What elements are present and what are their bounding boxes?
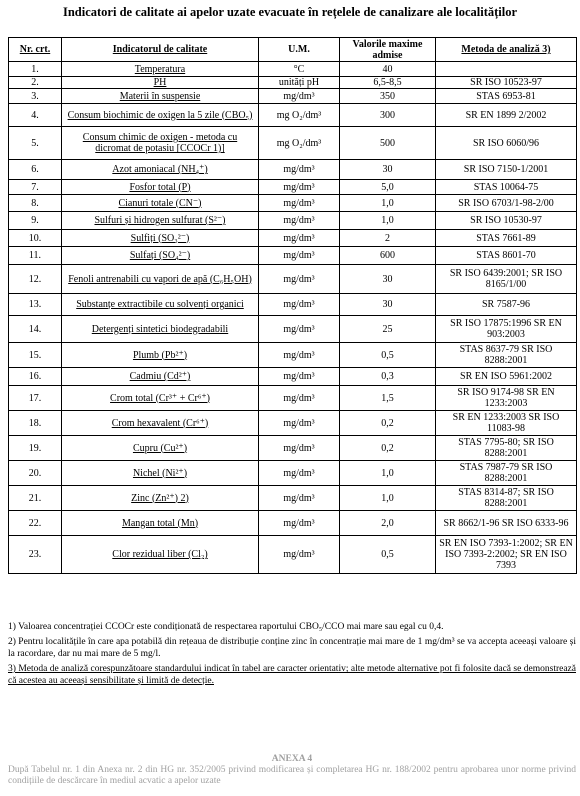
row-method: SR ISO 17875:1996 SR EN 903:2003: [436, 316, 577, 343]
row-unit: mg/dm³: [259, 511, 340, 536]
row-method: STAS 7987-79 SR ISO 8288:2001: [436, 461, 577, 486]
row-unit: mg/dm³: [259, 316, 340, 343]
row-unit: mg/dm³: [259, 368, 340, 386]
row-method: [436, 62, 577, 77]
row-indicator: Crom total (Cr³⁺ + Cr⁶⁺): [62, 386, 259, 411]
row-max-value: 600: [340, 247, 436, 265]
table-row: [9, 195, 577, 212]
row-method: SR 8662/1-96 SR ISO 6333-96: [436, 511, 577, 536]
row-number: 19.: [9, 436, 62, 461]
row-number: 14.: [9, 316, 62, 343]
header-method: Metoda de analiză 3): [436, 38, 577, 62]
row-number: 7.: [9, 180, 62, 195]
row-max-value: 1,0: [340, 212, 436, 230]
page-title: Indicatori de calitate ai apelor uzate evacuate în rețelele de canalizare ale localităților: [62, 5, 518, 19]
annex-heading: ANEXA 4: [271, 754, 313, 764]
table-row: [9, 247, 577, 265]
row-indicator: Temperatura: [62, 62, 259, 77]
row-indicator: Sulfiți (SO₃²⁻): [62, 230, 259, 247]
row-method: SR ISO 10530-97: [436, 212, 577, 230]
row-unit: mg/dm³: [259, 160, 340, 180]
row-unit: unități pH: [259, 77, 340, 89]
row-unit: mg O₂/dm³: [259, 104, 340, 127]
row-indicator: Cianuri totale (CN⁻): [62, 195, 259, 212]
row-max-value: 25: [340, 316, 436, 343]
row-max-value: 0,5: [340, 536, 436, 574]
annex-block: [8, 754, 576, 787]
row-indicator: Detergenți sintetici biodegradabili: [62, 316, 259, 343]
row-number: 23.: [9, 536, 62, 574]
row-max-value: 6,5-8,5: [340, 77, 436, 89]
row-method: SR ISO 6060/96: [436, 127, 577, 160]
row-method: SR ISO 7150-1/2001: [436, 160, 577, 180]
table-row: [9, 536, 577, 574]
row-indicator: Mangan total (Mn): [62, 511, 259, 536]
row-max-value: 30: [340, 265, 436, 294]
row-unit: mg/dm³: [259, 461, 340, 486]
row-method: STAS 8637-79 SR ISO 8288:2001: [436, 343, 577, 368]
header-indicator: Indicatorul de calitate: [62, 38, 259, 62]
row-method: STAS 10064-75: [436, 180, 577, 195]
row-max-value: 350: [340, 89, 436, 104]
table-row: [9, 265, 577, 294]
row-unit: mg O₂/dm³: [259, 127, 340, 160]
row-unit: mg/dm³: [259, 294, 340, 316]
row-method: SR 7587-96: [436, 294, 577, 316]
table-row: [9, 77, 577, 89]
row-indicator: Consum chimic de oxigen - metoda cu dicromat de potasiu [CCOCr 1)]: [62, 127, 259, 160]
table-row: [9, 212, 577, 230]
row-number: 5.: [9, 127, 62, 160]
row-number: 15.: [9, 343, 62, 368]
row-unit: mg/dm³: [259, 247, 340, 265]
row-max-value: 30: [340, 294, 436, 316]
row-number: 12.: [9, 265, 62, 294]
row-max-value: 2,0: [340, 511, 436, 536]
row-indicator: Cupru (Cu²⁺): [62, 436, 259, 461]
table-row: [9, 62, 577, 77]
row-max-value: 0,2: [340, 436, 436, 461]
row-indicator: Fosfor total (P): [62, 180, 259, 195]
header-um: U.M.: [259, 38, 340, 62]
row-method: SR EN 1899 2/2002: [436, 104, 577, 127]
row-method: STAS 7661-89: [436, 230, 577, 247]
row-max-value: 40: [340, 62, 436, 77]
row-indicator: Cadmiu (Cd²⁺): [62, 368, 259, 386]
row-indicator: Plumb (Pb²⁺): [62, 343, 259, 368]
row-number: 3.: [9, 89, 62, 104]
row-method: SR EN ISO 5961:2002: [436, 368, 577, 386]
row-number: 10.: [9, 230, 62, 247]
annex-text: După Tabelul nr. 1 din Anexa nr. 2 din HG nr. 352/2005 privind modificarea și completarea HG nr. 188/2002 pentru aprobarea unor norme privind condițiile de descărcare în mediul acvatic a apelor uzate: [8, 765, 576, 786]
row-method: STAS 7795-80; SR ISO 8288:2001: [436, 436, 577, 461]
header-max-values: Valorile maxime admise: [340, 38, 436, 62]
table-row: [9, 316, 577, 343]
row-method: STAS 6953-81: [436, 89, 577, 104]
row-max-value: 2: [340, 230, 436, 247]
row-unit: mg/dm³: [259, 89, 340, 104]
row-unit: mg/dm³: [259, 180, 340, 195]
row-max-value: 1,5: [340, 386, 436, 411]
row-number: 6.: [9, 160, 62, 180]
table-row: [9, 230, 577, 247]
row-indicator: Nichel (Ni²⁺): [62, 461, 259, 486]
table-row: [9, 411, 577, 436]
row-indicator: Azot amoniacal (NH₄⁺): [62, 160, 259, 180]
row-unit: mg/dm³: [259, 230, 340, 247]
row-max-value: 500: [340, 127, 436, 160]
row-number: 11.: [9, 247, 62, 265]
row-method: SR ISO 10523-97: [436, 77, 577, 89]
table-row: [9, 343, 577, 368]
row-indicator: Consum biochimic de oxigen la 5 zile (CBO₅): [62, 104, 259, 127]
row-unit: mg/dm³: [259, 536, 340, 574]
row-unit: mg/dm³: [259, 486, 340, 511]
row-number: 21.: [9, 486, 62, 511]
footnote-1: 1) Valoarea concentrației CCOCr este condiționată de respectarea raportului CBO₅/CCO mai mare sau egal cu 0,4.: [8, 622, 444, 632]
row-method: SR EN ISO 7393-1:2002; SR EN ISO 7393-2:2002; SR EN ISO 7393: [436, 536, 577, 574]
table-row: [9, 180, 577, 195]
row-unit: mg/dm³: [259, 265, 340, 294]
row-number: 16.: [9, 368, 62, 386]
row-indicator: Clor rezidual liber (Cl₂): [62, 536, 259, 574]
row-unit: mg/dm³: [259, 343, 340, 368]
footnote-2: 2) Pentru localitățile în care apa potabilă din rețeaua de distribuție conține zinc în concentrație mai mare de 1 mg/dm³ se va accepta aceeași valoare și la racordare, dar nu mai mare de 5 mg/l.: [8, 637, 576, 659]
row-number: 13.: [9, 294, 62, 316]
row-unit: mg/dm³: [259, 411, 340, 436]
row-unit: mg/dm³: [259, 436, 340, 461]
row-indicator: Substanțe extractibile cu solvenți organici: [62, 294, 259, 316]
row-indicator: Sulfați (SO₄²⁻): [62, 247, 259, 265]
row-max-value: 0,2: [340, 411, 436, 436]
row-max-value: 1,0: [340, 486, 436, 511]
table-row: [9, 368, 577, 386]
row-method: SR EN 1233:2003 SR ISO 11083-98: [436, 411, 577, 436]
row-unit: mg/dm³: [259, 212, 340, 230]
row-number: 8.: [9, 195, 62, 212]
row-indicator: Materii în suspensie: [62, 89, 259, 104]
row-number: 20.: [9, 461, 62, 486]
row-max-value: 0,3: [340, 368, 436, 386]
row-unit: °C: [259, 62, 340, 77]
row-unit: mg/dm³: [259, 386, 340, 411]
row-number: 1.: [9, 62, 62, 77]
table-row: [9, 461, 577, 486]
table-row: [9, 89, 577, 104]
row-max-value: 300: [340, 104, 436, 127]
footnote-3: 3) Metoda de analiză corespunzătoare standardului indicat în tabel are caracter orientativ; alte metode alternative pot fi folosite dacă se demonstrează că acestea au aceeași sensibilitate și limită de detecție.: [8, 664, 576, 686]
row-indicator: Crom hexavalent (Cr⁶⁺): [62, 411, 259, 436]
header-nr: Nr. crt.: [9, 38, 62, 62]
table-row: [9, 511, 577, 536]
row-indicator: PH: [62, 77, 259, 89]
row-indicator: Zinc (Zn²⁺) 2): [62, 486, 259, 511]
table-row: [9, 294, 577, 316]
table-row: [9, 436, 577, 461]
row-number: 22.: [9, 511, 62, 536]
row-method: SR ISO 6439:2001; SR ISO 8165/1/00: [436, 265, 577, 294]
row-method: STAS 8601-70: [436, 247, 577, 265]
table-row: [9, 127, 577, 160]
row-method: SR ISO 9174-98 SR EN 1233:2003: [436, 386, 577, 411]
row-method: SR ISO 6703/1-98-2/00: [436, 195, 577, 212]
row-max-value: 30: [340, 160, 436, 180]
table-header-row: [9, 38, 577, 62]
quality-indicators-table: [8, 37, 577, 574]
row-method: STAS 8314-87; SR ISO 8288:2001: [436, 486, 577, 511]
row-max-value: 1,0: [340, 461, 436, 486]
row-number: 18.: [9, 411, 62, 436]
row-number: 9.: [9, 212, 62, 230]
table-row: [9, 386, 577, 411]
table-row: [9, 104, 577, 127]
row-indicator: Fenoli antrenabili cu vapori de apă (C₆H₅OH): [62, 265, 259, 294]
row-number: 4.: [9, 104, 62, 127]
row-max-value: 0,5: [340, 343, 436, 368]
table-row: [9, 160, 577, 180]
row-unit: mg/dm³: [259, 195, 340, 212]
row-indicator: Sulfuri și hidrogen sulfurat (S²⁻): [62, 212, 259, 230]
row-max-value: 1,0: [340, 195, 436, 212]
footnotes: [8, 621, 576, 690]
row-max-value: 5,0: [340, 180, 436, 195]
table-row: [9, 486, 577, 511]
row-number: 17.: [9, 386, 62, 411]
row-number: 2.: [9, 77, 62, 89]
